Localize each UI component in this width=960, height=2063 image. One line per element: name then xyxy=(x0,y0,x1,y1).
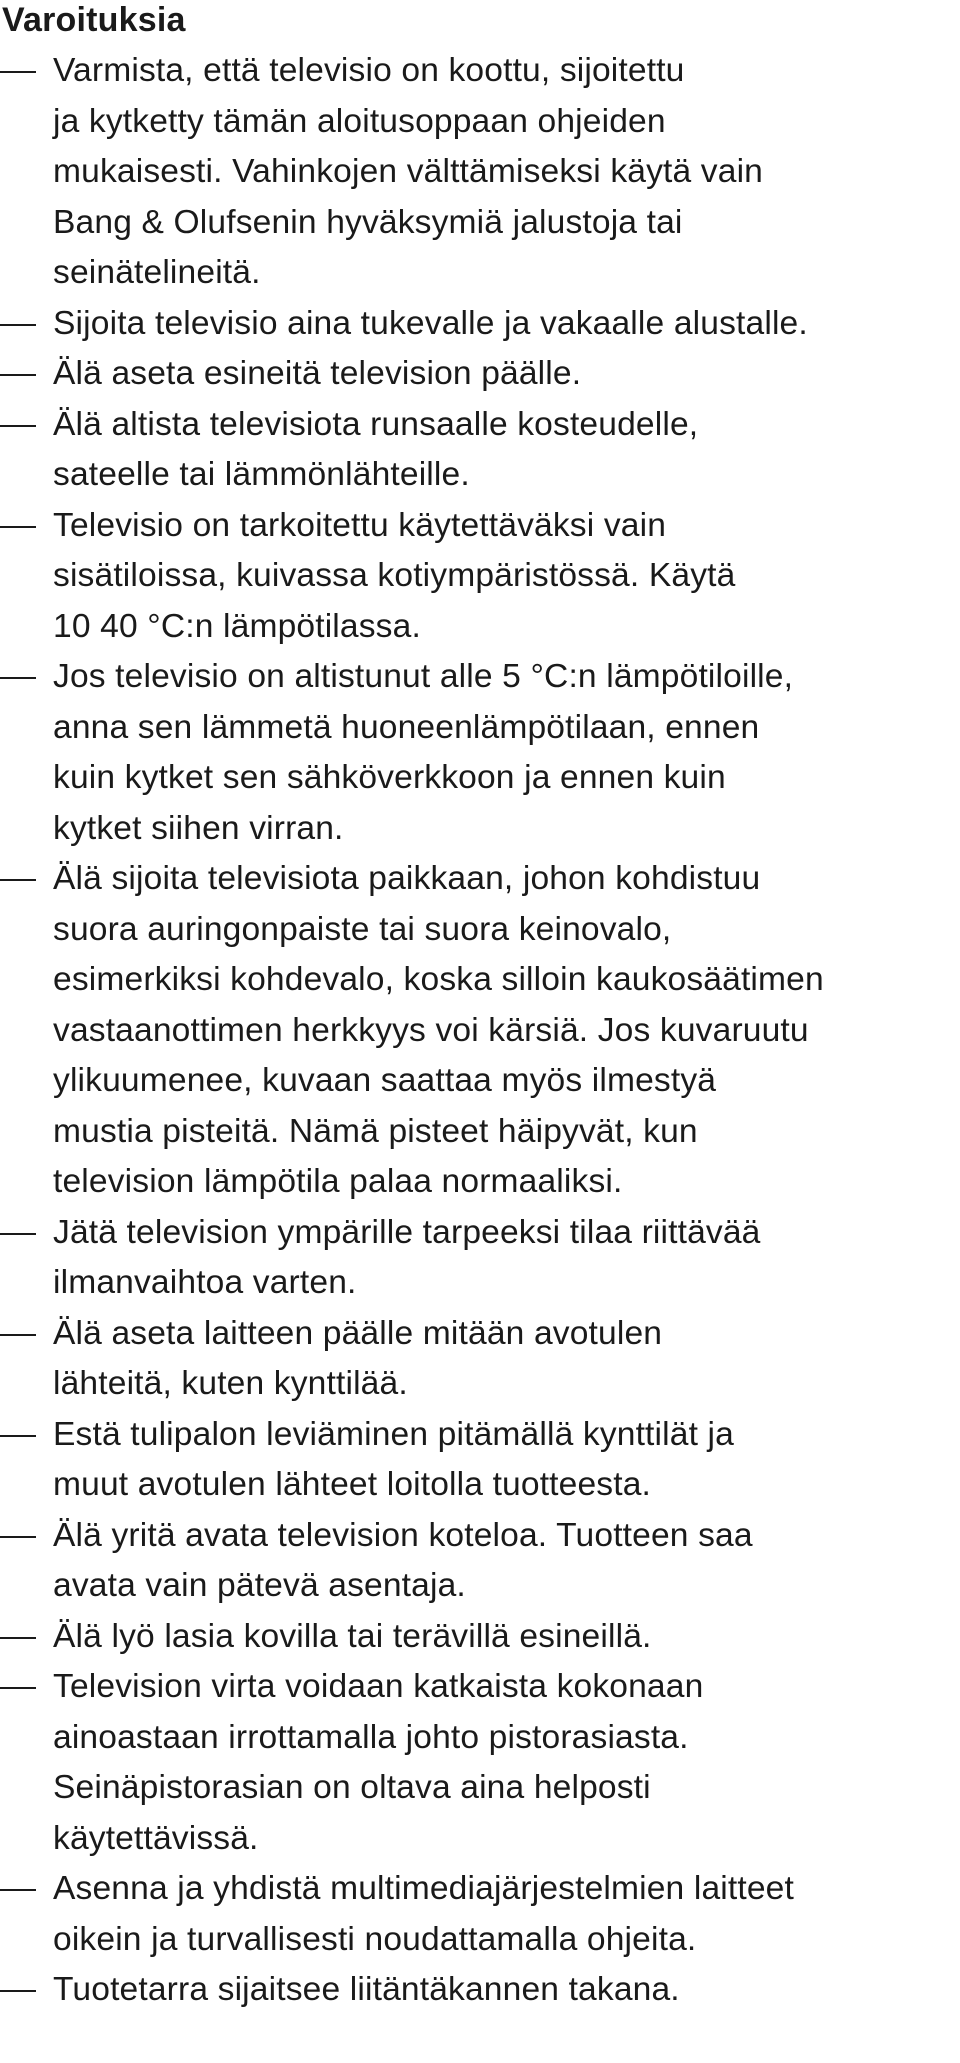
warning-text: Sijoita televisio aina tukevalle ja vakaalle alustalle. xyxy=(53,304,808,342)
dash-bullet-icon xyxy=(0,1536,36,1538)
dash-bullet-icon xyxy=(0,374,36,376)
warning-text: Jos televisio on altistunut alle 5 °C:n lämpötiloille, anna sen lämmetä huoneenlämpötilaan, ennen kuin kytket sen sähköverkkoon ja ennen kuin kytket siihen virran. xyxy=(53,658,794,847)
warning-text: Televisio on tarkoitettu käytettäväksi vain sisätiloissa, kuivassa kotiympäristössä. Käytä 10 40 °C:n lämpötilassa. xyxy=(53,506,736,645)
dash-bullet-icon xyxy=(0,324,36,326)
warning-text: Jätä television ympärille tarpeeksi tilaa riittävää ilmanvaihtoa varten. xyxy=(53,1213,761,1301)
warning-item xyxy=(0,854,960,1208)
warning-text: Älä lyö lasia kovilla tai terävillä esineillä. xyxy=(53,1617,652,1655)
dash-bullet-icon xyxy=(0,1233,36,1235)
warning-list xyxy=(0,46,960,2016)
warning-item xyxy=(0,1612,960,1663)
warning-item xyxy=(0,1864,960,1965)
warning-text: Estä tulipalon leviäminen pitämällä kynttilät ja muut avotulen lähteet loitolla tuotteesta. xyxy=(53,1415,734,1503)
warning-item xyxy=(0,46,960,299)
warning-item xyxy=(0,1511,960,1612)
dash-bullet-icon xyxy=(0,1990,36,1992)
dash-bullet-icon xyxy=(0,425,36,427)
warning-item xyxy=(0,299,960,350)
dash-bullet-icon xyxy=(0,1637,36,1639)
dash-bullet-icon xyxy=(0,71,36,73)
dash-bullet-icon xyxy=(0,677,36,679)
warning-item xyxy=(0,501,960,653)
dash-bullet-icon xyxy=(0,1889,36,1891)
warning-text: Tuotetarra sijaitsee liitäntäkannen takana. xyxy=(53,1971,680,2008)
warning-text: Asenna ja yhdistä multimediajärjestelmien laitteet oikein ja turvallisesti noudattamalla ohjeita. xyxy=(53,1870,794,1958)
warning-item xyxy=(0,1410,960,1511)
warning-item xyxy=(0,652,960,854)
dash-bullet-icon xyxy=(0,1334,36,1336)
warning-item xyxy=(0,349,960,400)
warning-item xyxy=(0,1309,960,1410)
warning-text: Älä sijoita televisiota paikkaan, johon kohdistuu suora auringonpaiste tai suora keinovalo, esimerkiksi kohdevalo, koska silloin kaukosäätimen vastaanottimen herkkyys voi kärsiä. Jos kuvaruutu ylikuumenee, kuvaan saattaa myös ilmestyä mustia pisteitä. Nämä pisteet häipyvät, kun television lämpötila palaa normaaliksi. xyxy=(53,860,824,1200)
dash-bullet-icon xyxy=(0,526,36,528)
warning-item xyxy=(0,1662,960,1864)
dash-bullet-icon xyxy=(0,879,36,881)
warning-item xyxy=(0,1965,960,2016)
warning-text: Älä yritä avata television koteloa. Tuotteen saa avata vain pätevä asentaja. xyxy=(53,1516,753,1604)
warning-text: Television virta voidaan katkaista kokonaan ainoastaan irrottamalla johto pistorasiasta. Seinäpistorasian on oltava aina helposti käytettävissä. xyxy=(53,1668,704,1857)
warning-text: Älä aseta laitteen päälle mitään avotulen lähteitä, kuten kynttilää. xyxy=(53,1314,663,1402)
dash-bullet-icon xyxy=(0,1687,36,1689)
warning-text: Älä altista televisiota runsaalle kosteudelle, sateelle tai lämmönlähteille. xyxy=(53,405,699,493)
page-title: Varoituksia xyxy=(2,1,186,39)
warning-item xyxy=(0,1208,960,1309)
warning-text: Älä aseta esineitä television päälle. xyxy=(53,355,582,392)
warning-item xyxy=(0,400,960,501)
warning-text: Varmista, että televisio on koottu, sijoitettu ja kytketty tämän aloitusoppaan ohjeiden mukaisesti. Vahinkojen välttämiseksi käytä vain Bang & Olufsenin hyväksymiä jalustoja tai seinätelineitä. xyxy=(53,52,764,291)
dash-bullet-icon xyxy=(0,1435,36,1437)
